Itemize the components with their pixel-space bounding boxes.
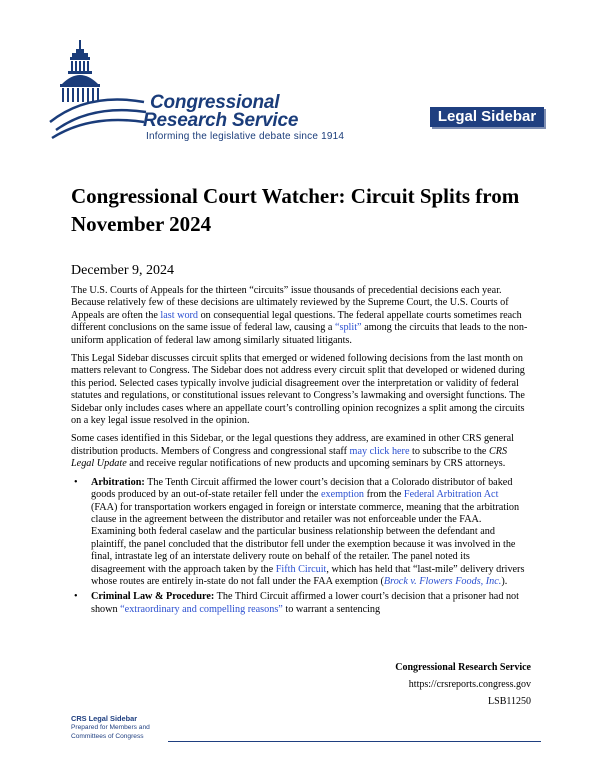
case-heading: Criminal Law & Procedure: bbox=[91, 591, 215, 603]
text: among the circuits that leads to the non-uniform application of federal law among similarly situated litigants. bbox=[71, 322, 528, 346]
footer-label-line: Prepared for Members and bbox=[71, 724, 150, 731]
text: The Tenth Circuit affirmed the lower court’s decision that a Colorado distributor of baked goods produced by an out-of-state retailer fell under the bbox=[91, 476, 513, 501]
text: The Third Circuit affirmed a lower court’s decision that a prisoner had not shown bbox=[91, 591, 519, 615]
footer-url[interactable]: https://crsreports.congress.gov bbox=[408, 679, 531, 690]
extraordinary-reasons-link[interactable]: “extraordinary and compelling reasons” bbox=[120, 603, 283, 615]
report-header bbox=[0, 0, 600, 150]
list-item bbox=[74, 476, 531, 589]
text: to subscribe to the bbox=[409, 445, 489, 457]
logo-line1: Congressional bbox=[150, 92, 280, 113]
product-id: LSB11250 bbox=[488, 696, 531, 707]
fifth-circuit-link[interactable]: Fifth Circuit bbox=[275, 563, 327, 575]
text: Some cases identified in this Sidebar, or the legal questions they address, are examined in other CRS general distribution products. Members of Congress and congressional staff bbox=[71, 433, 514, 457]
exemption-link[interactable]: exemption bbox=[321, 489, 365, 501]
footer-divider bbox=[168, 741, 541, 742]
text: and receive regular notifications of new products and upcoming seminars by CRS attorneys. bbox=[126, 458, 506, 470]
report-body bbox=[71, 285, 531, 619]
page-footer bbox=[395, 659, 531, 710]
logo-line2: Research Service bbox=[143, 110, 299, 131]
text: ). bbox=[501, 575, 508, 587]
text: (FAA) for transportation workers engaged in foreign or interstate commerce, meaning that the arbitration clause in the agreement between the distributor and retailer was not enforceable under the FAA. Examining both federal caselaw and the particular business relationship between the defendant and plaintiff, the panel concluded that the distributor fell under the exemption because it was involved in the final, intrastate leg of an interstate delivery route on behalf of the retailer. The panel noted its disagreement with the approach taken by the bbox=[91, 501, 520, 575]
text: The U.S. Courts of Appeals for the thirteen “circuits” issue thousands of precedential decisions each year. Because relatively few of these decisions are ultimately reviewed by the Supreme Court, the U.S. Courts of Appeals are often the bbox=[71, 285, 509, 321]
footer-label-title: CRS Legal Sidebar bbox=[71, 714, 138, 723]
case-heading: Arbitration: bbox=[91, 476, 145, 488]
publication-date: December 9, 2024 bbox=[71, 263, 175, 278]
capitol-dome-icon bbox=[48, 40, 148, 145]
page-title: Congressional Court Watcher: Circuit Splits from November 2024 bbox=[71, 184, 520, 236]
last-word-link[interactable]: last word bbox=[160, 309, 199, 321]
subscribe-link[interactable]: may click here bbox=[349, 445, 410, 457]
faa-link[interactable]: Federal Arbitration Act bbox=[403, 489, 499, 501]
bullet-icon: • bbox=[74, 591, 78, 603]
footer-label bbox=[71, 714, 150, 741]
text: to warrant a sentencing bbox=[282, 603, 381, 615]
footer-label-line: Committees of Congress bbox=[71, 733, 144, 740]
intro-paragraph bbox=[71, 285, 531, 347]
logo-tagline: Informing the legislative debate since 1914 bbox=[146, 131, 345, 142]
subscribe-paragraph bbox=[71, 433, 531, 470]
text: from the bbox=[364, 489, 404, 501]
legal-sidebar-badge: Legal Sidebar bbox=[430, 107, 544, 127]
case-name-link[interactable]: Brock v. Flowers Foods, Inc. bbox=[383, 575, 502, 587]
crs-legal-update-title: CRS Legal Update bbox=[71, 445, 508, 470]
list-item bbox=[74, 591, 531, 616]
text: , which has held that “last-mile” delivery drivers whose routes are entirely in-state do not fall under the FAA exemption ( bbox=[91, 563, 525, 587]
scope-paragraph: This Legal Sidebar discusses circuit splits that emerged or widened following decisions from the last month on matters relevant to Congress. The Sidebar does not address every circuit split that developed or widened during this period. Selected cases typically involve judicial disagreement over the interpretation or validity of federal statutes and regulations, or constitutional issues relevant to Congress’s lawmaking and oversight functions. The Sidebar only includes cases where an appellate court’s controlling opinion recognizes a split among the circuits on a key legal issue resolved in the opinion. bbox=[71, 353, 525, 427]
split-link[interactable]: “split” bbox=[334, 322, 362, 334]
text: on consequential legal questions. The federal appellate courts sometimes reach different conclusions on the same issue of federal law, causing a bbox=[71, 309, 522, 334]
bullet-icon: • bbox=[74, 476, 78, 488]
case-list bbox=[71, 477, 531, 616]
footer-org: Congressional Research Service bbox=[395, 662, 531, 673]
